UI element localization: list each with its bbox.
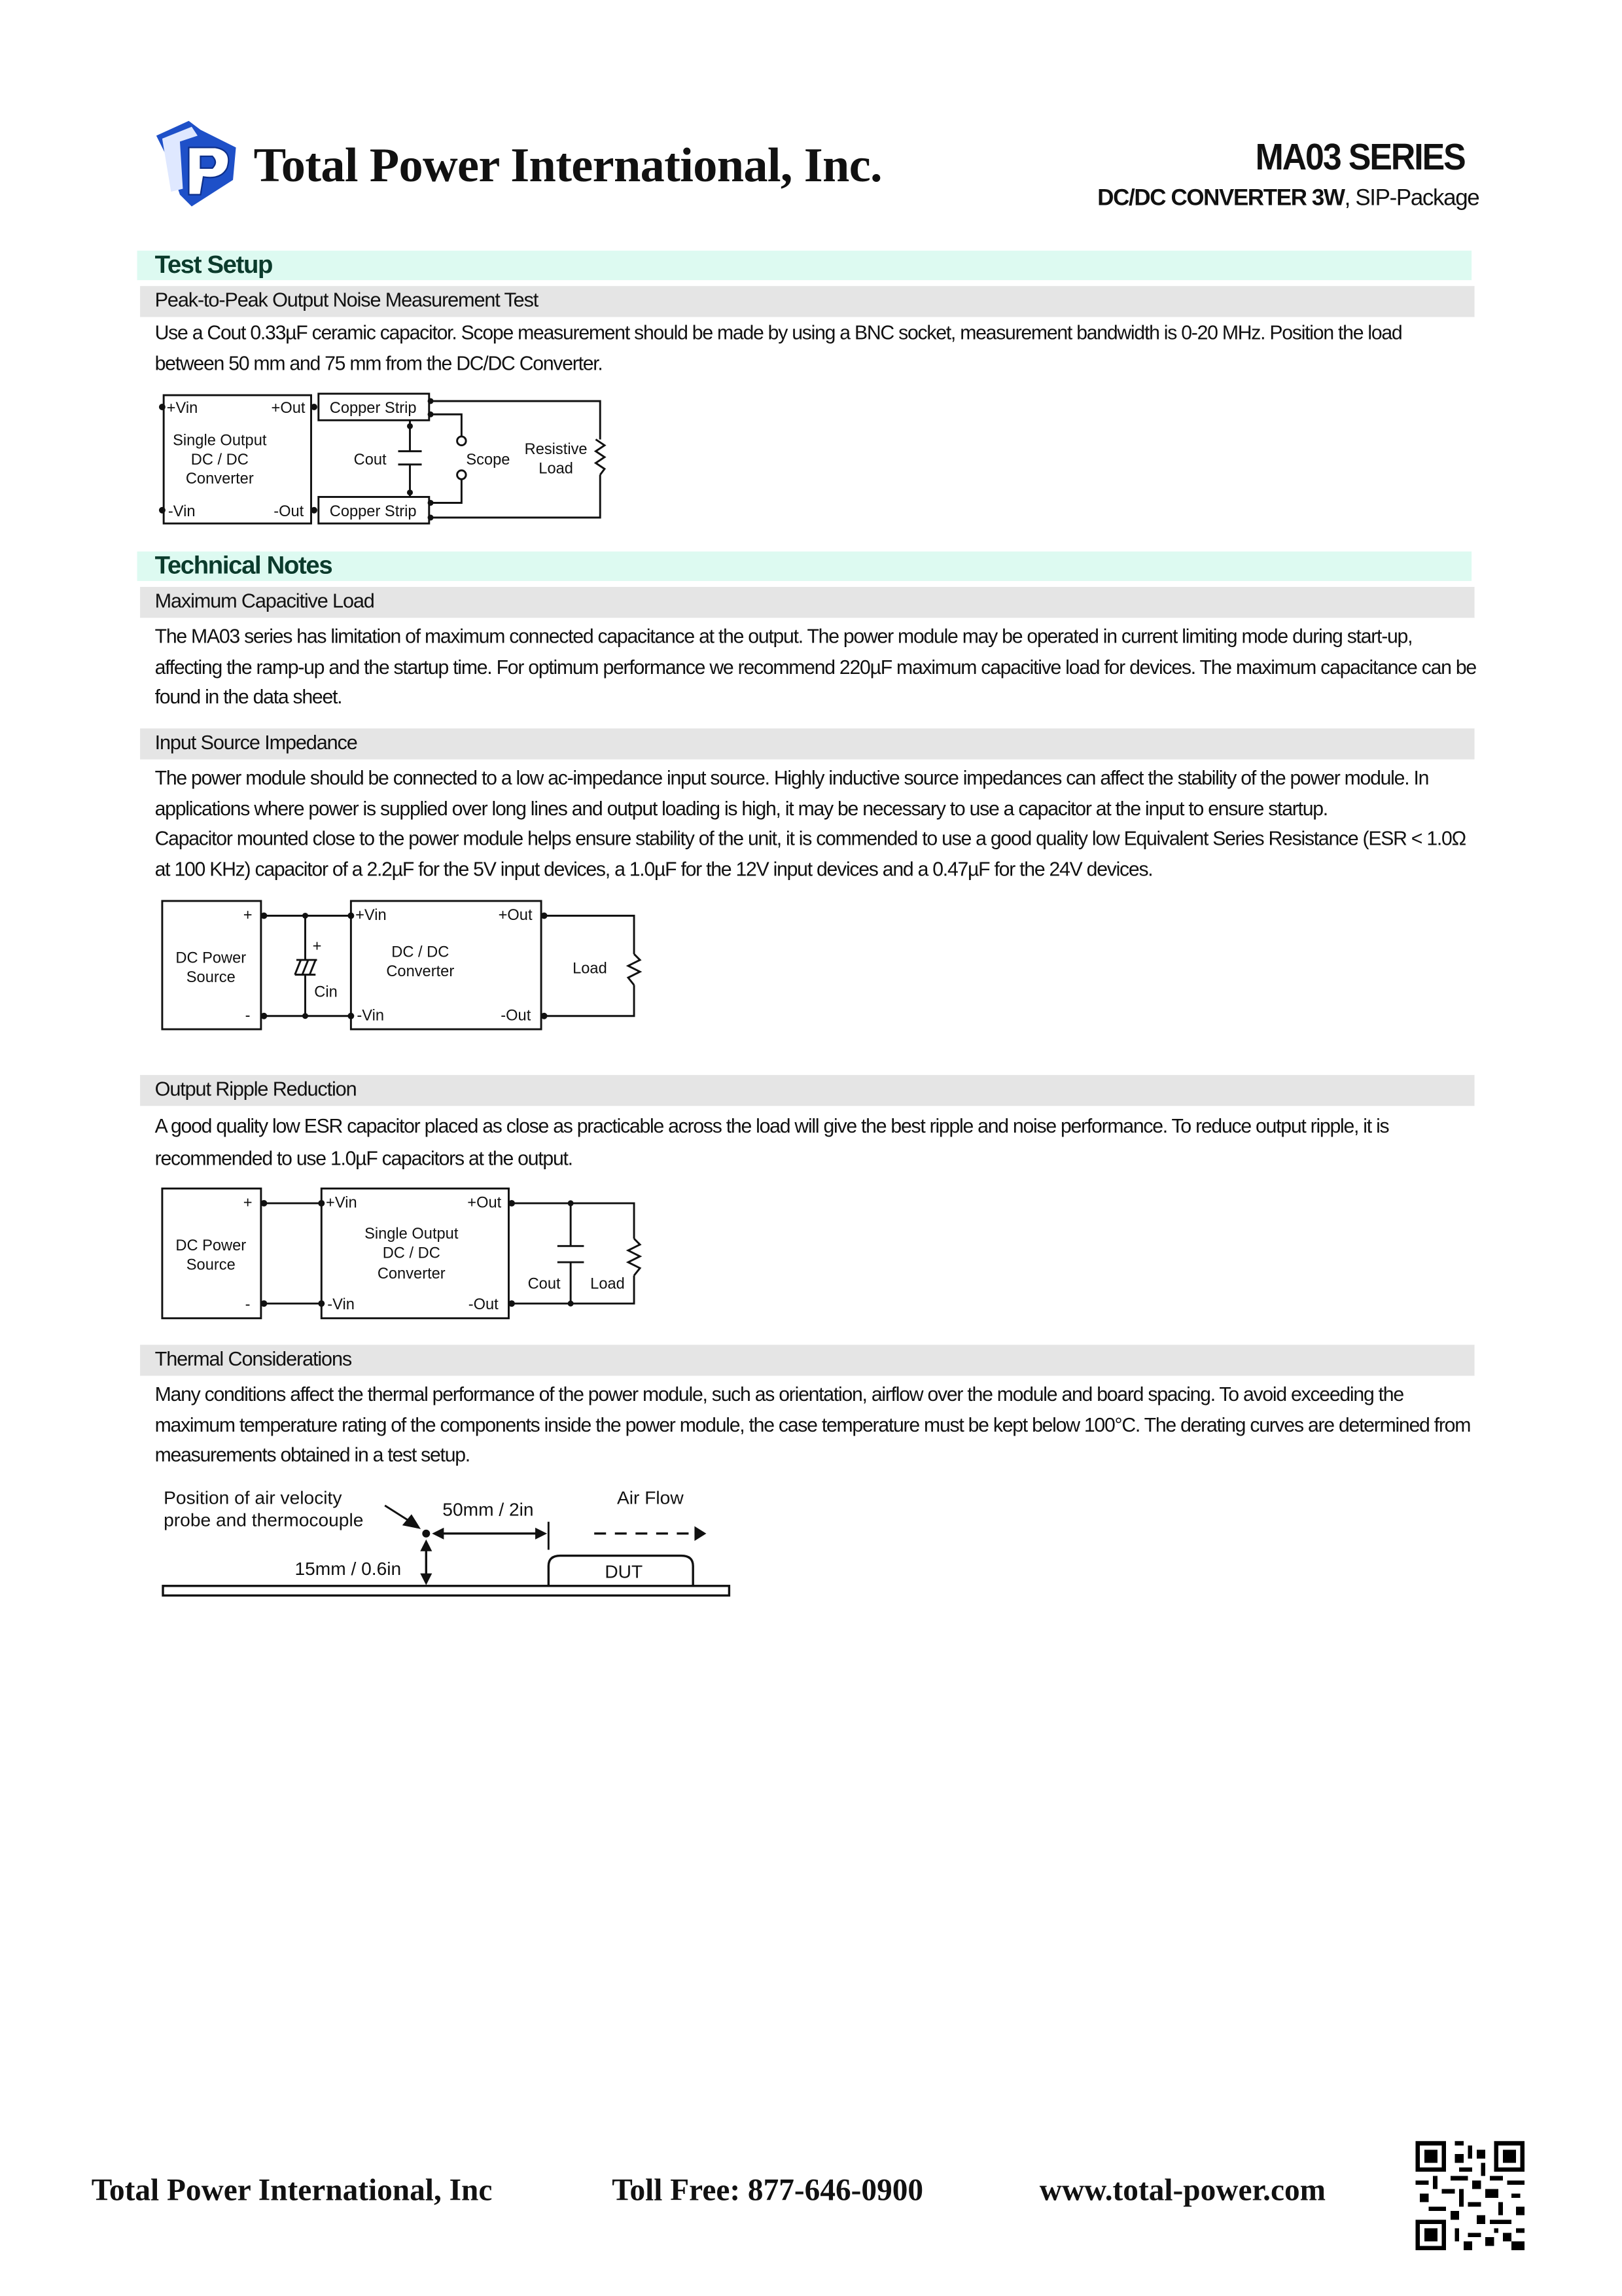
input-impedance-text bbox=[155, 764, 1490, 885]
module-label: DC / DC bbox=[190, 451, 249, 468]
label-out-minus: -Out bbox=[468, 1296, 499, 1314]
label-out-minus: -Out bbox=[273, 503, 304, 520]
label-vin-minus: -Vin bbox=[357, 1007, 385, 1025]
text-line: applications where power is supplied over long lines and output loading is high, it may be necessary to use a capacitor at the input to ensure startup. bbox=[154, 797, 1328, 819]
module-label: DC / DC bbox=[382, 1245, 440, 1262]
text-line: maximum temperature rating of the components inside the power module, the case temperature must be kept below 100°C. The derating curves are determined from bbox=[154, 1413, 1471, 1436]
module-label: Single Output bbox=[364, 1226, 459, 1243]
max-cap-text bbox=[155, 622, 1490, 713]
module-label: Converter bbox=[386, 963, 455, 980]
text-line: The MA03 series has limitation of maximum connected capacitance at the output. The power module may be operated in current limiting mode during start-up, bbox=[154, 625, 1413, 648]
text-line: Capacitor mounted close to the power module helps ensure stability of the unit, it is commended to use a good quality low Equivalent Series Resistance (ESR < 1.0Ω bbox=[154, 827, 1466, 850]
minus-label: - bbox=[245, 1007, 251, 1025]
cout-label: Cout bbox=[527, 1275, 561, 1293]
source-label: DC Power bbox=[175, 949, 247, 967]
package-type: , SIP-Package bbox=[1344, 185, 1479, 211]
subsection-heading: Peak-to-Peak Output Noise Measurement Test bbox=[154, 289, 538, 311]
text-line: A good quality low ESR capacitor placed as close as practicable across the load will give the best ripple and noise performance. To reduce output ripple, it is bbox=[154, 1114, 1389, 1137]
label-vin-plus: +Vin bbox=[326, 1194, 357, 1212]
footer-phone: Toll Free: 877-646-0900 bbox=[612, 2172, 924, 2208]
scope-label: Scope bbox=[466, 451, 510, 468]
cout-label: Cout bbox=[353, 451, 387, 468]
section-heading: Test Setup bbox=[154, 251, 273, 279]
cap-plus-label: + bbox=[312, 938, 322, 955]
plus-label: + bbox=[243, 907, 253, 925]
text-line: The power module should be connected to a low ac-impedance input source. Highly inductive source impedances can affect the stability of the power module. In bbox=[154, 766, 1429, 789]
text-line: affecting the ramp-up and the startup time. For optimum performance we recommend 220µF maximum capacitive load for devices. The maximum capacitance can be bbox=[154, 655, 1476, 678]
source-label: Source bbox=[186, 1256, 236, 1274]
text-line: Many conditions affect the thermal performance of the power module, such as orientation, airflow over the module and board spacing. To avoid exceeding the bbox=[154, 1383, 1403, 1405]
label-out-plus: +Out bbox=[498, 907, 533, 925]
text-line: between 50 mm and 75 mm from the DC/DC Converter. bbox=[154, 351, 603, 374]
subsection-heading: Output Ripple Reduction bbox=[154, 1078, 357, 1101]
label-out-minus: -Out bbox=[501, 1007, 531, 1025]
thermal-setup-diagram bbox=[147, 1475, 752, 1608]
load-label: Load bbox=[538, 460, 573, 478]
module-label: Single Output bbox=[173, 432, 267, 450]
section-test-setup bbox=[137, 251, 1472, 280]
subsection-thermal bbox=[140, 1345, 1475, 1375]
text-line: measurements obtained in a test setup. bbox=[154, 1443, 470, 1466]
subsection-heading: Input Source Impedance bbox=[154, 731, 357, 754]
noise-test-text bbox=[155, 319, 1490, 379]
subsection-noise-test bbox=[140, 286, 1475, 317]
label-vin-plus: +Vin bbox=[166, 400, 198, 417]
subsection-max-cap-load bbox=[140, 587, 1475, 618]
noise-test-diagram bbox=[147, 383, 619, 531]
label-vin-minus: -Vin bbox=[167, 503, 196, 520]
label-out-plus: +Out bbox=[271, 400, 306, 417]
minus-label: - bbox=[245, 1296, 251, 1314]
text-line: Use a Cout 0.33µF ceramic capacitor. Scope measurement should be made by using a BNC socket, measurement bandwidth is 0-20 MHz. Position the load bbox=[154, 321, 1402, 344]
plus-label: + bbox=[243, 1194, 253, 1212]
subsection-input-impedance bbox=[140, 728, 1475, 759]
load-label: Resistive bbox=[524, 441, 588, 459]
load-label: Load bbox=[573, 960, 607, 978]
label-vin-minus: -Vin bbox=[327, 1296, 355, 1314]
product-subtitle bbox=[1097, 186, 1479, 213]
text-line: found in the data sheet. bbox=[154, 685, 342, 708]
load-label: Load bbox=[590, 1275, 625, 1293]
ripple-reduction-diagram bbox=[147, 1180, 648, 1327]
qr-code bbox=[1415, 2141, 1525, 2250]
cin-label: Cin bbox=[314, 983, 338, 1001]
footer-website[interactable]: www.total-power.com bbox=[1039, 2172, 1326, 2208]
airflow-label: Air Flow bbox=[616, 1487, 684, 1508]
distance-label: 50mm / 2in bbox=[442, 1499, 534, 1520]
label-vin-plus: +Vin bbox=[355, 907, 387, 925]
probe-label: probe and thermocouple bbox=[164, 1510, 364, 1530]
module-label: Converter bbox=[185, 470, 254, 488]
label-out-plus: +Out bbox=[467, 1194, 502, 1212]
input-impedance-diagram bbox=[147, 892, 648, 1039]
series-title: MA03 SERIES bbox=[1254, 137, 1464, 179]
text-line: at 100 KHz) capacitor of a 2.2µF for the 5V input devices, a 1.0µF for the 12V input devices and a 0.47µF for the 24V devices. bbox=[154, 857, 1153, 880]
ripple-text bbox=[155, 1110, 1490, 1175]
section-technical-notes bbox=[137, 552, 1472, 581]
source-label: Source bbox=[186, 968, 236, 986]
section-heading: Technical Notes bbox=[154, 551, 332, 580]
probe-label: Position of air velocity bbox=[164, 1487, 342, 1508]
product-type: DC/DC CONVERTER 3W bbox=[1097, 185, 1345, 211]
footer-company: Total Power International, Inc bbox=[91, 2172, 493, 2208]
copper-strip-label: Copper Strip bbox=[329, 503, 417, 520]
subsection-heading: Maximum Capacitive Load bbox=[154, 590, 374, 612]
company-name: Total Power International, Inc. bbox=[253, 140, 882, 194]
dut-label: DUT bbox=[605, 1561, 643, 1582]
height-label: 15mm / 0.6in bbox=[294, 1558, 402, 1579]
text-line: recommended to use 1.0µF capacitors at the output. bbox=[154, 1147, 573, 1170]
thermal-text bbox=[155, 1380, 1490, 1471]
module-label: Converter bbox=[377, 1265, 446, 1282]
subsection-heading: Thermal Considerations bbox=[154, 1347, 352, 1370]
company-logo bbox=[147, 115, 245, 213]
copper-strip-label: Copper Strip bbox=[329, 400, 417, 417]
source-label: DC Power bbox=[175, 1237, 247, 1255]
module-label: DC / DC bbox=[391, 944, 450, 961]
subsection-ripple-reduction bbox=[140, 1075, 1475, 1106]
